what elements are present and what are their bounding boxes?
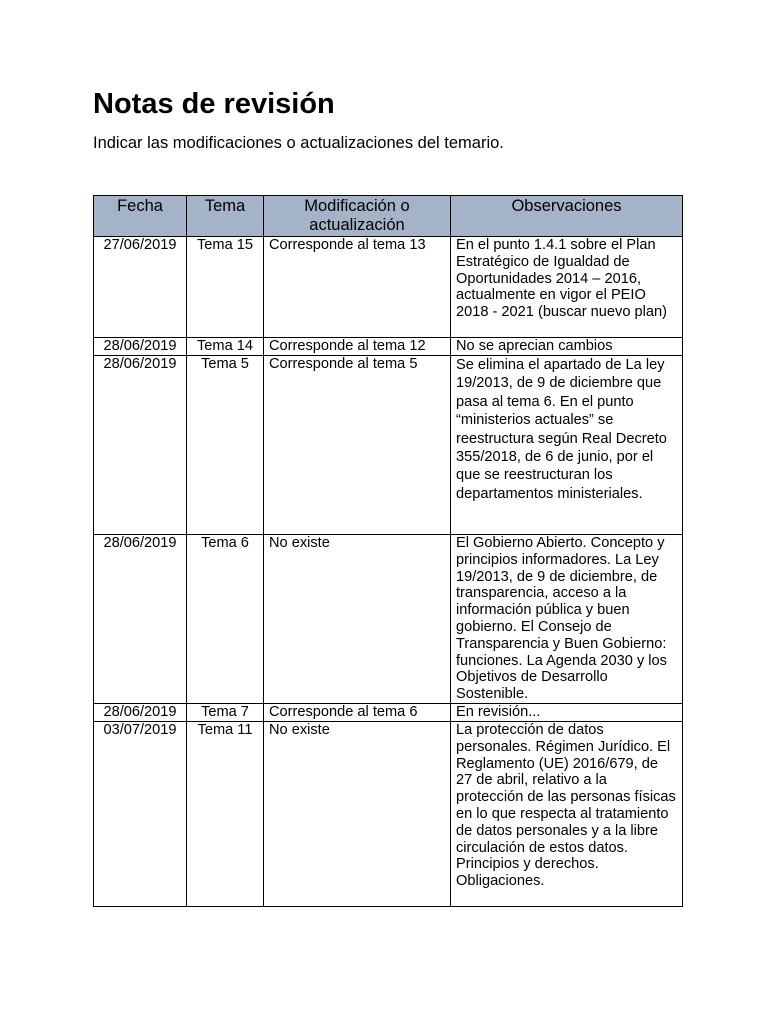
cell-fecha: 03/07/2019 [94,721,187,906]
cell-modificacion: Corresponde al tema 5 [264,356,451,535]
cell-fecha: 28/06/2019 [94,356,187,535]
cell-observaciones: En revisión... [451,703,683,721]
cell-modificacion: Corresponde al tema 6 [264,703,451,721]
cell-modificacion: No existe [264,721,451,906]
cell-observaciones: La protección de datos personales. Régimen Jurídico. El Reglamento (UE) 2016/679, de 27 de abril, relativo a la protección de las personas físicas en lo que respecta al tratamiento de datos personales y a la libre circulación de estos datos. Principios y derechos. Obligaciones. [451,721,683,906]
cell-tema: Tema 7 [187,703,264,721]
cell-tema: Tema 15 [187,237,264,338]
revision-notes-table [93,195,683,907]
header-modificacion: Modificación o actualización [264,196,451,237]
cell-modificacion: No existe [264,535,451,704]
cell-modificacion: Corresponde al tema 13 [264,237,451,338]
cell-observaciones: El Gobierno Abierto. Concepto y principios informadores. La Ley 19/2013, de 9 de diciembre, de transparencia, acceso a la información pública y buen gobierno. El Consejo de Transparencia y Buen Gobierno: funciones. La Agenda 2030 y los Objetivos de Desarrollo Sostenible. [451,535,683,704]
cell-observaciones: No se aprecian cambios [451,338,683,356]
table-row [94,535,683,704]
cell-observaciones: En el punto 1.4.1 sobre el Plan Estratégico de Igualdad de Oportunidades 2014 – 2016, actualmente en vigor el PEIO 2018 - 2021 (buscar nuevo plan) [451,237,683,338]
header-tema: Tema [187,196,264,237]
cell-tema: Tema 5 [187,356,264,535]
cell-tema: Tema 6 [187,535,264,704]
page-title: Notas de revisión [93,88,335,120]
cell-tema: Tema 14 [187,338,264,356]
cell-fecha: 27/06/2019 [94,237,187,338]
table-row [94,721,683,906]
header-observaciones: Observaciones [451,196,683,237]
page-subtitle: Indicar las modificaciones o actualizaciones del temario. [93,134,504,152]
cell-tema: Tema 11 [187,721,264,906]
table-row [94,338,683,356]
table-header-row [94,196,683,237]
cell-observaciones: Se elimina el apartado de La ley 19/2013, de 9 de diciembre que pasa al tema 6. En el punto “ministerios actuales” se reestructura según Real Decreto 355/2018, de 6 de junio, por el que se reestructuran los departamentos ministeriales. [451,356,683,535]
header-fecha: Fecha [94,196,187,237]
table-row [94,703,683,721]
cell-modificacion: Corresponde al tema 12 [264,338,451,356]
cell-fecha: 28/06/2019 [94,338,187,356]
table-row [94,237,683,338]
cell-fecha: 28/06/2019 [94,703,187,721]
table-row [94,356,683,535]
cell-fecha: 28/06/2019 [94,535,187,704]
